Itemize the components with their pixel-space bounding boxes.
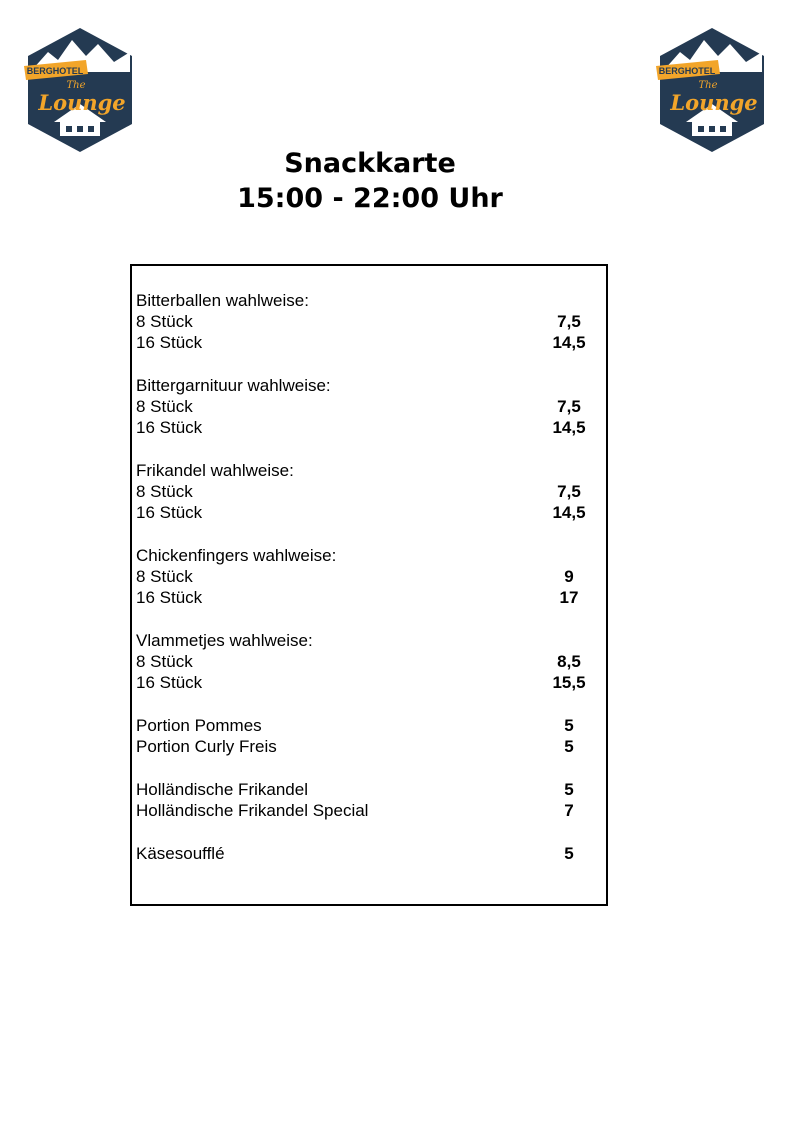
item-price: 15,5 — [552, 673, 586, 692]
logo-the-text: The — [66, 80, 86, 91]
item-name: Holländische Frikandel — [136, 780, 308, 799]
menu-group-title: Vlammetjes wahlweise: — [136, 631, 313, 650]
item-price: 7,5 — [557, 397, 581, 416]
berghotel-lounge-logo-right — [656, 26, 768, 156]
item-name: 16 Stück — [136, 673, 203, 692]
item-price: 5 — [564, 780, 574, 799]
logo-berghotel-text: BERGHOTEL — [658, 66, 716, 76]
item-name: 8 Stück — [136, 652, 193, 671]
item-name: 16 Stück — [136, 503, 203, 522]
item-name: Portion Curly Freis — [136, 737, 277, 756]
logo-the-text: The — [698, 80, 718, 91]
menu-item — [136, 843, 596, 864]
item-price: 7,5 — [557, 312, 581, 331]
menu-item — [136, 396, 596, 417]
logo-lounge-text: Lounge — [670, 90, 758, 115]
menu-item — [136, 502, 596, 523]
item-name: 8 Stück — [136, 482, 193, 501]
menu-item — [136, 672, 596, 693]
item-name: Portion Pommes — [136, 716, 262, 735]
menu-item — [136, 481, 596, 502]
menu-group-title: Frikandel wahlweise: — [136, 461, 294, 480]
item-price: 8,5 — [557, 652, 581, 671]
menu-group-title: Bittergarnituur wahlweise: — [136, 376, 331, 395]
item-name: Holländische Frikandel Special — [136, 801, 369, 820]
item-price: 7,5 — [557, 482, 581, 501]
menu-item — [136, 332, 596, 353]
item-price: 14,5 — [552, 333, 586, 352]
item-price: 14,5 — [552, 418, 586, 437]
item-name: 8 Stück — [136, 397, 193, 416]
menu-item — [136, 587, 596, 608]
logo-berghotel-text: BERGHOTEL — [26, 66, 84, 76]
item-price: 5 — [564, 716, 574, 735]
menu-group-title: Chickenfingers wahlweise: — [136, 546, 337, 565]
menu-item — [136, 715, 596, 736]
menu-item — [136, 566, 596, 587]
item-name: 8 Stück — [136, 567, 193, 586]
opening-hours: 15:00 - 22:00 Uhr — [237, 183, 503, 214]
item-price: 5 — [564, 844, 574, 863]
berghotel-lounge-logo-left — [24, 26, 136, 156]
page-title: Snackkarte — [284, 148, 456, 179]
menu-item — [136, 800, 596, 821]
logo-lounge-text: Lounge — [38, 90, 126, 115]
menu-item — [136, 311, 596, 332]
menu-item — [136, 417, 596, 438]
item-name: 8 Stück — [136, 312, 193, 331]
menu-item — [136, 779, 596, 800]
item-name: 16 Stück — [136, 418, 203, 437]
item-price: 17 — [559, 588, 579, 607]
menu-item — [136, 651, 596, 672]
menu-item — [136, 736, 596, 757]
item-price: 5 — [564, 737, 574, 756]
item-name: 16 Stück — [136, 333, 203, 352]
item-price: 14,5 — [552, 503, 586, 522]
item-price: 9 — [564, 567, 574, 586]
menu-group-title: Bitterballen wahlweise: — [136, 291, 309, 310]
item-name: Käsesoufflé — [136, 844, 225, 863]
item-name: 16 Stück — [136, 588, 203, 607]
item-price: 7 — [564, 801, 574, 820]
